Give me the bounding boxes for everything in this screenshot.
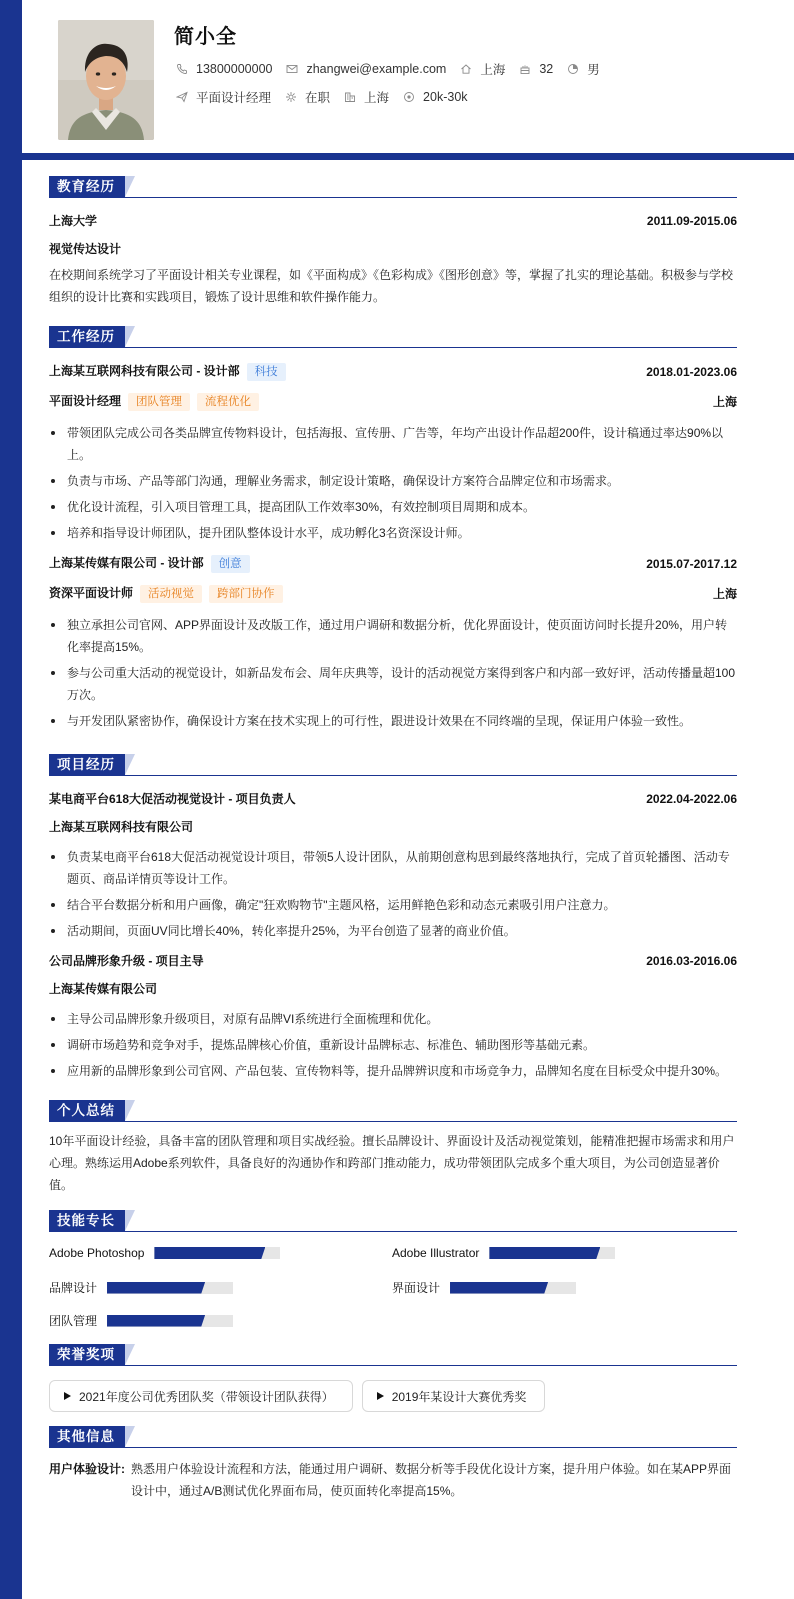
skill-tag: 跨部门协作	[209, 585, 283, 603]
work-title-row	[49, 584, 737, 603]
city-icon	[344, 91, 356, 103]
awards-list	[49, 1380, 737, 1412]
skill-item	[49, 1279, 233, 1296]
work-dates: 2015.07-2017.12	[646, 556, 737, 571]
education-entry-head	[49, 212, 737, 229]
resume-header	[22, 0, 794, 153]
mail-icon	[286, 63, 298, 75]
age-icon	[519, 63, 531, 75]
location-item	[460, 60, 505, 78]
candidate-name: 简小全	[174, 26, 237, 48]
phone-item	[176, 62, 272, 76]
skill-fill	[489, 1247, 600, 1259]
phone-icon	[176, 63, 188, 75]
salary-icon	[403, 91, 415, 103]
list-item: 活动期间，页面UV同比增长40%，转化率提升25%，为平台创造了显著的商业价值。	[49, 920, 737, 942]
education-section	[49, 176, 737, 308]
section-header	[49, 176, 737, 198]
project-name: 某电商平台618大促活动视觉设计 - 项目负责人	[49, 792, 296, 806]
work-title-line	[49, 392, 259, 411]
skill-tag: 团队管理	[128, 393, 190, 411]
project-bullets	[49, 846, 737, 942]
work-title: 平面设计经理	[49, 394, 122, 408]
project-company: 上海某互联网科技有限公司	[49, 820, 194, 834]
age-value: 32	[539, 62, 554, 76]
project-bullets	[49, 1008, 737, 1082]
project-dates: 2022.04-2022.06	[646, 791, 737, 806]
education-description: 在校期间系统学习了平面设计相关专业课程，如《平面构成》《色彩构成》《图形创意》等，掌握了扎实的理论基础。积极参与学校组织的设计比赛和实践项目，锻炼了设计思维和软件操作能力。	[49, 268, 734, 304]
skill-item	[49, 1312, 233, 1329]
other-text: 熟悉用户体验设计流程和方法，能通过用户调研、数据分析等手段优化设计方案，提升用户体验。如在某APP界面设计中，通过A/B测试优化界面布局，使页面转化率提高15%。	[131, 1462, 732, 1498]
industry-tag: 科技	[247, 363, 286, 381]
work-entry-head	[49, 362, 737, 381]
salary-value: 20k-30k	[423, 90, 468, 104]
skills-grid	[49, 1240, 737, 1336]
work-company-line	[49, 362, 286, 381]
work-city: 上海	[712, 587, 737, 601]
list-item: 调研市场趋势和竞争对手，提炼品牌核心价值，重新设计品牌标志、标准色、辅助图形等基础元素。	[49, 1034, 737, 1056]
section-title-skills: 技能专长	[49, 1210, 125, 1231]
gender-item	[567, 60, 600, 78]
status-value: 在职	[305, 91, 331, 105]
skills-section	[49, 1210, 737, 1336]
school-name: 上海大学	[49, 214, 98, 228]
project-entry	[49, 952, 737, 1082]
job-intent-row	[176, 88, 482, 106]
send-icon	[176, 91, 188, 103]
list-item: 参与公司重大活动的视觉设计，如新品发布会、周年庆典等，设计的活动视觉方案得到客户和内部一致好评，活动传播量超100万次。	[49, 662, 737, 706]
list-item: 负责某电商平台618大促活动视觉设计项目，带领5人设计团队，从前期创意构思到最终落地执行，完成了首页轮播图、活动专题页、商品详情页等设计工作。	[49, 846, 737, 890]
work-title-line	[49, 584, 283, 603]
skill-bar	[107, 1315, 233, 1327]
list-item: 主导公司品牌形象升级项目，对原有品牌VI系统进行全面梳理和优化。	[49, 1008, 737, 1030]
age-item	[519, 62, 553, 76]
work-entry-head	[49, 554, 737, 573]
section-header	[49, 1100, 737, 1122]
other-section	[49, 1426, 737, 1502]
award-item	[49, 1380, 353, 1412]
work-section	[49, 326, 737, 732]
city-value: 上海	[364, 91, 390, 105]
education-dates: 2011.09-2015.06	[646, 213, 737, 228]
salary-item	[403, 90, 467, 104]
skill-bar	[489, 1247, 615, 1259]
skill-fill	[107, 1282, 205, 1294]
work-company: 上海某传媒有限公司 - 设计部	[49, 556, 204, 570]
skill-item	[392, 1279, 576, 1296]
section-header	[49, 326, 737, 348]
skill-tag: 活动视觉	[140, 585, 202, 603]
other-label: 用户体验设计:	[49, 1462, 125, 1476]
project-dates: 2016.03-2016.06	[646, 953, 737, 968]
skill-name: 团队管理	[49, 1314, 98, 1328]
position-value: 平面设计经理	[196, 91, 272, 105]
skill-fill	[450, 1282, 548, 1294]
location-value: 上海	[480, 63, 506, 77]
list-item: 培养和指导设计师团队，提升团队整体设计水平，成功孵化3名资深设计师。	[49, 522, 737, 544]
skill-name: Adobe Illustrator	[392, 1246, 480, 1260]
work-city: 上海	[712, 395, 737, 409]
section-title-awards: 荣誉奖项	[49, 1344, 125, 1365]
email-value: zhangwei@example.com	[306, 62, 447, 76]
list-item: 带领团队完成公司各类品牌宣传物料设计，包括海报、宣传册、广告等，年均产出设计作品超200件，设计稿通过率达90%以上。	[49, 422, 737, 466]
city-item	[344, 88, 389, 106]
position-item	[176, 88, 271, 106]
other-item	[49, 1458, 737, 1502]
section-title-work: 工作经历	[49, 326, 125, 347]
award-text: 2021年度公司优秀团队奖（带领设计团队获得）	[79, 1389, 334, 1404]
project-company-row	[49, 818, 737, 835]
arrow-right-icon	[377, 1392, 384, 1400]
industry-tag: 创意	[211, 555, 250, 573]
skill-tag: 流程优化	[197, 393, 259, 411]
work-company: 上海某互联网科技有限公司 - 设计部	[49, 364, 240, 378]
work-bullets	[49, 614, 737, 732]
education-major-row	[49, 240, 737, 257]
work-entry	[49, 554, 737, 732]
section-title-other: 其他信息	[49, 1426, 125, 1447]
list-item: 负责与市场、产品等部门沟通，理解业务需求，制定设计策略，确保设计方案符合品牌定位和市场需求。	[49, 470, 737, 492]
frame-left	[0, 0, 22, 1599]
project-name: 公司品牌形象升级 - 项目主导	[49, 954, 204, 968]
work-bullets	[49, 422, 737, 544]
award-text: 2019年某设计大赛优秀奖	[391, 1389, 527, 1404]
list-item: 独立承担公司官网、APP界面设计及改版工作，通过用户调研和数据分析，优化界面设计，使页面访问时长提升20%，用户转化率提高15%。	[49, 614, 737, 658]
section-header	[49, 1344, 737, 1366]
skill-item	[392, 1246, 615, 1260]
skill-bar	[107, 1282, 233, 1294]
skill-bar	[154, 1247, 280, 1259]
awards-section	[49, 1344, 737, 1412]
work-entry	[49, 362, 737, 544]
section-header	[49, 1426, 737, 1448]
section-title-projects: 项目经历	[49, 754, 125, 775]
project-head	[49, 790, 737, 807]
skill-item	[49, 1246, 280, 1260]
avatar	[58, 20, 154, 140]
status-icon	[285, 91, 297, 103]
list-item: 与开发团队紧密协作，确保设计方案在技术实现上的可行性，跟进设计效果在不同终端的呈现，保证用户体验一致性。	[49, 710, 737, 732]
work-company-line	[49, 554, 250, 573]
section-header	[49, 754, 737, 776]
summary-section	[49, 1100, 737, 1196]
skill-name: 品牌设计	[49, 1281, 98, 1295]
email-item	[286, 62, 446, 76]
project-entry	[49, 790, 737, 942]
award-item	[362, 1380, 546, 1412]
section-title-education: 教育经历	[49, 176, 125, 197]
projects-section	[49, 754, 737, 1082]
gender-value: 男	[587, 63, 600, 77]
summary-text: 10年平面设计经验，具备丰富的团队管理和项目实战经验。擅长品牌设计、界面设计及活动视觉策划，能精准把握市场需求和用户心理。熟练运用Adobe系列软件，具备良好的沟通协作和跨部门推动能力，成功带领团队完成多个重大项目，为公司创造显著价值。	[49, 1134, 735, 1192]
list-item: 结合平台数据分析和用户画像，确定"狂欢购物节"主题风格，运用鲜艳色彩和动态元素吸引用户注意力。	[49, 894, 737, 916]
major-name: 视觉传达设计	[49, 242, 122, 256]
section-header	[49, 1210, 737, 1232]
contact-row	[176, 60, 614, 78]
status-item	[285, 88, 330, 106]
project-company: 上海某传媒有限公司	[49, 982, 158, 996]
skill-name: 界面设计	[392, 1281, 441, 1295]
home-icon	[460, 63, 472, 75]
skill-name: Adobe Photoshop	[49, 1246, 145, 1260]
project-company-row	[49, 980, 737, 997]
resume-body	[49, 176, 737, 1516]
work-title: 资深平面设计师	[49, 586, 134, 600]
project-head	[49, 952, 737, 969]
skill-fill	[154, 1247, 265, 1259]
skill-fill	[107, 1315, 205, 1327]
section-title-summary: 个人总结	[49, 1100, 125, 1121]
phone-value: 13800000000	[196, 62, 273, 76]
gender-icon	[567, 63, 579, 75]
work-dates: 2018.01-2023.06	[646, 364, 737, 379]
list-item: 应用新的品牌形象到公司官网、产品包装、宣传物料等，提升品牌辨识度和市场竞争力，品牌知名度在目标受众中提升30%。	[49, 1060, 737, 1082]
skill-bar	[450, 1282, 576, 1294]
work-title-row	[49, 392, 737, 411]
arrow-right-icon	[64, 1392, 71, 1400]
list-item: 优化设计流程，引入项目管理工具，提高团队工作效率30%，有效控制项目周期和成本。	[49, 496, 737, 518]
